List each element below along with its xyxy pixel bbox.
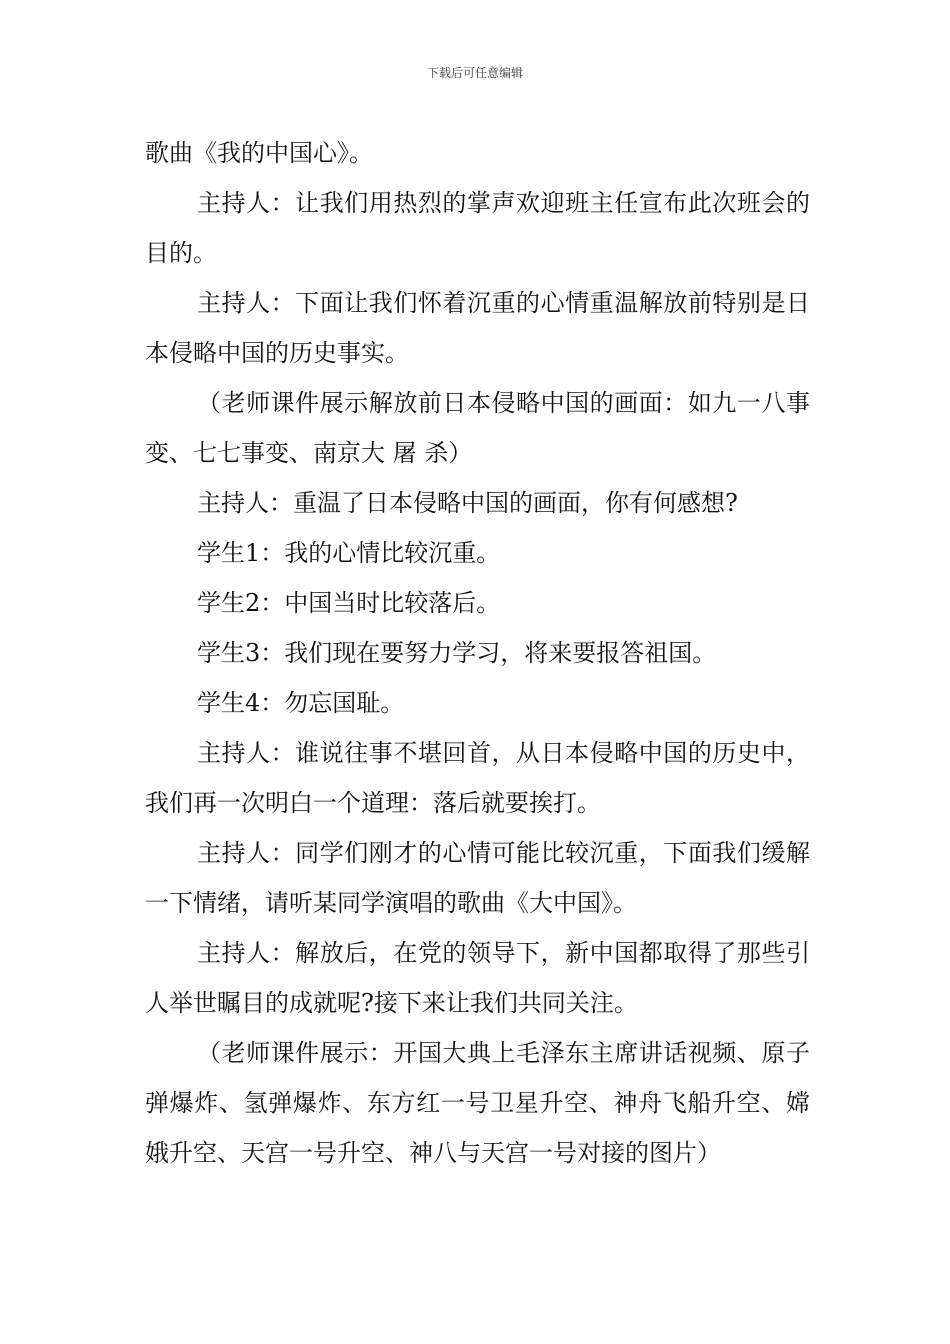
paragraph: 主持人：让我们用热烈的掌声欢迎班主任宣布此次班会的目的。: [145, 189, 810, 267]
document-body: [145, 128, 810, 1178]
paragraph: 学生2：中国当时比较落后。: [197, 589, 501, 617]
paragraph: 学生1：我的心情比较沉重。: [197, 539, 501, 567]
paragraph: （老师课件展示：开国大典上毛泽东主席讲话视频、原子 弹爆炸、氢弹爆炸、东方红一号卫星升空、神舟飞船升空、嫦娥升空、天宫一号升空、神八与天宫一号对接的图片）: [145, 1039, 810, 1167]
paragraph: 主持人：下面让我们怀着沉重的心情重温解放前特别是日本侵略中国的历史事实。: [145, 289, 810, 367]
paragraph: 主持人：谁说往事不堪回首，从日本侵略中国的历史中，我们再一次明白一个道理：落后就要挨打。: [145, 739, 810, 817]
paragraph: （老师课件展示解放前日本侵略中国的画面：如九一八事变、七七事变、南京大 屠 杀）: [145, 389, 810, 467]
paragraph: 学生3：我们现在要努力学习，将来要报答祖国。: [197, 639, 717, 667]
page-header: 下载后可任意编辑: [426, 66, 523, 80]
paragraph: 歌曲《我的中国心》。: [145, 139, 373, 167]
paragraph: 学生4：勿忘国耻。: [197, 689, 405, 717]
paragraph: 主持人：解放后，在党的领导下，新中国都取得了那些引人举世瞩目的成就呢?接下来让我们共同关注。: [145, 939, 810, 1017]
paragraph: 主持人：重温了日本侵略中国的画面，你有何感想?: [197, 489, 738, 517]
paragraph: 主持人：同学们刚才的心情可能比较沉重，下面我们缓解一下情绪，请听某同学演唱的歌曲《大中国》。: [145, 839, 810, 917]
